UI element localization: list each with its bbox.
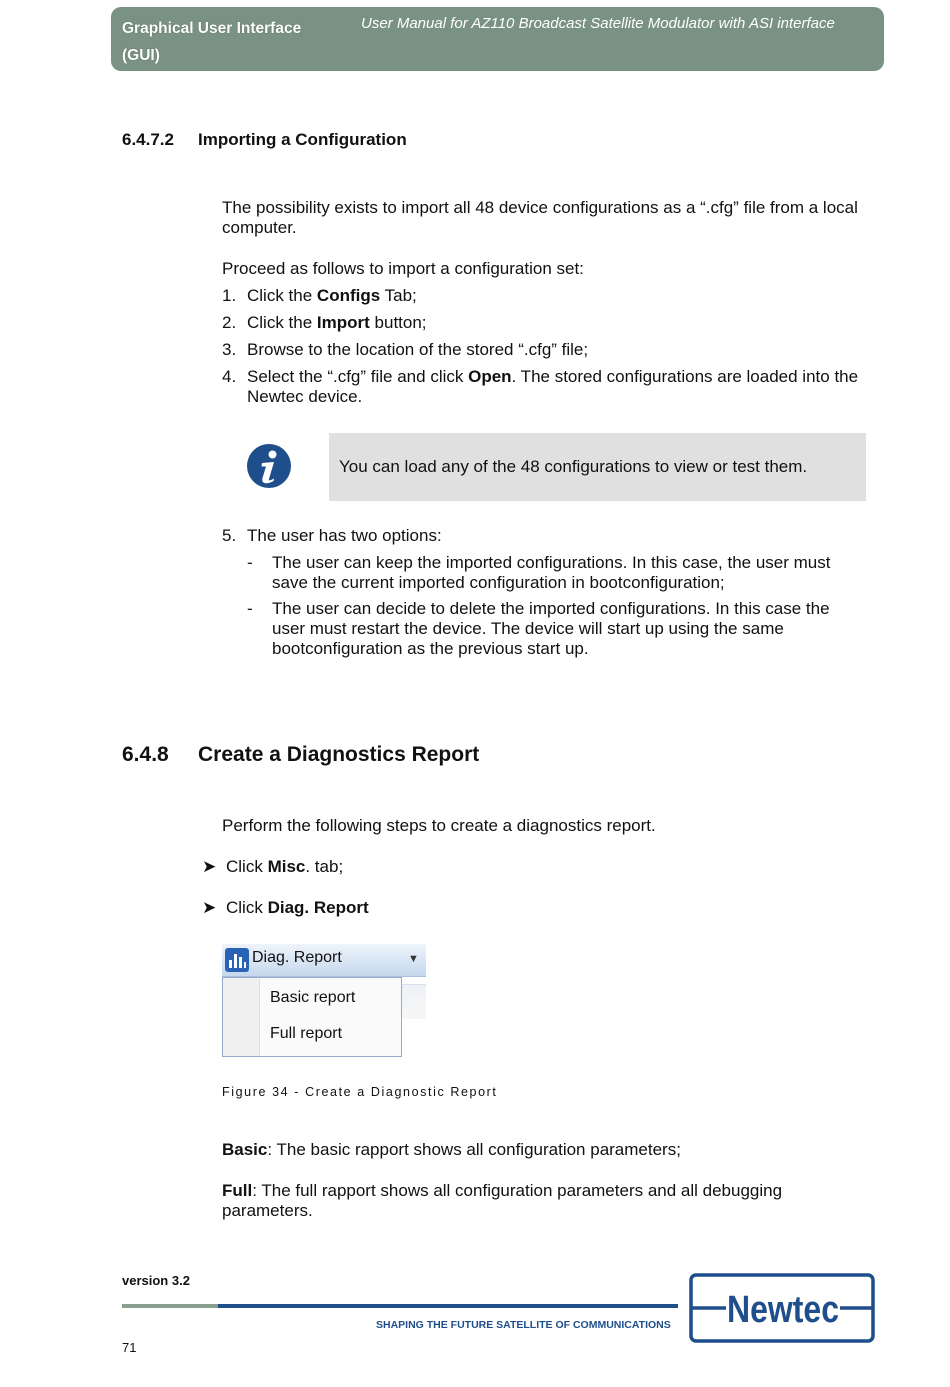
menu-item-full-report[interactable]: Full report bbox=[270, 1025, 343, 1042]
full-description: Full: The full rapport shows all configuration parameters and all debugging parameters. bbox=[222, 1181, 783, 1220]
note-box bbox=[329, 433, 866, 501]
bar-chart-icon bbox=[225, 948, 249, 972]
list-item: - The user can keep the imported configurations. In this case, the user must save the current imported configuration in bootconfiguration; bbox=[247, 553, 831, 592]
menu-background bbox=[402, 984, 426, 1019]
note-text: You can load any of the 48 configurations to view or test them. bbox=[339, 457, 808, 476]
diag-report-menu-figure bbox=[222, 944, 426, 1058]
newtec-logo bbox=[688, 1272, 876, 1344]
diag-intro: Perform the following steps to create a diagnostics report. bbox=[222, 816, 656, 835]
arrow-bullet-icon: ➤ bbox=[202, 857, 217, 876]
import-step-5 bbox=[222, 526, 862, 553]
import-steps bbox=[222, 286, 862, 414]
subsection-number: 6.4.7.2 bbox=[122, 130, 174, 149]
header-manual-title: User Manual for AZ110 Broadcast Satellite Modulator with ASI interface bbox=[361, 15, 835, 32]
section-heading bbox=[122, 743, 479, 767]
list-item: 2. Click the Import button; bbox=[222, 313, 427, 332]
diag-step-misc: ➤ Click Misc. tab; bbox=[202, 857, 344, 876]
subsection-heading bbox=[122, 130, 407, 150]
section-title: Create a Diagnostics Report bbox=[198, 743, 480, 766]
import-intro: The possibility exists to import all 48 device configurations as a “.cfg” file from a local computer. bbox=[222, 198, 858, 237]
section-number: 6.4.8 bbox=[122, 743, 169, 766]
list-item: 1. Click the Configs Tab; bbox=[222, 286, 417, 305]
logo-text: Newtec bbox=[727, 1289, 839, 1331]
menu-item-basic-report[interactable]: Basic report bbox=[270, 989, 356, 1006]
page-header bbox=[111, 7, 884, 71]
diag-report-dropdown bbox=[222, 977, 402, 1057]
list-item: 3. Browse to the location of the stored “.cfg” file; bbox=[222, 340, 589, 359]
chevron-down-icon: ▼ bbox=[408, 953, 419, 965]
list-item: - The user can decide to delete the imported configurations. In this case the user must restart the device. The device will start up using the same bootconfiguration as the previous start up. bbox=[247, 599, 830, 658]
figure-caption: Figure 34 - Create a Diagnostic Report bbox=[222, 1085, 498, 1099]
import-options bbox=[247, 553, 857, 665]
header-section-name: Graphical User Interface (GUI) bbox=[122, 20, 302, 64]
page-number: 71 bbox=[122, 1340, 137, 1355]
diag-step-report: ➤ Click Diag. Report bbox=[202, 898, 369, 917]
footer-divider bbox=[122, 1304, 218, 1308]
footer-divider bbox=[218, 1304, 678, 1308]
diag-report-button[interactable] bbox=[222, 944, 426, 977]
menu-gutter bbox=[223, 978, 260, 1056]
version-label: version 3.2 bbox=[122, 1273, 190, 1288]
diag-report-label: Diag. Report bbox=[252, 949, 342, 966]
basic-description: Basic: The basic rapport shows all configuration parameters; bbox=[222, 1140, 681, 1159]
arrow-bullet-icon: ➤ bbox=[202, 898, 217, 917]
footer-slogan: SHAPING THE FUTURE SATELLITE OF COMMUNICATIONS bbox=[376, 1319, 671, 1331]
list-item: 5. The user has two options: bbox=[222, 526, 442, 545]
list-item: 4. Select the “.cfg” file and click Open. The stored configurations are loaded into the Newtec device. bbox=[222, 367, 859, 406]
import-proceed: Proceed as follows to import a configuration set: bbox=[222, 259, 584, 278]
subsection-title: Importing a Configuration bbox=[198, 130, 407, 149]
info-icon bbox=[246, 443, 292, 489]
